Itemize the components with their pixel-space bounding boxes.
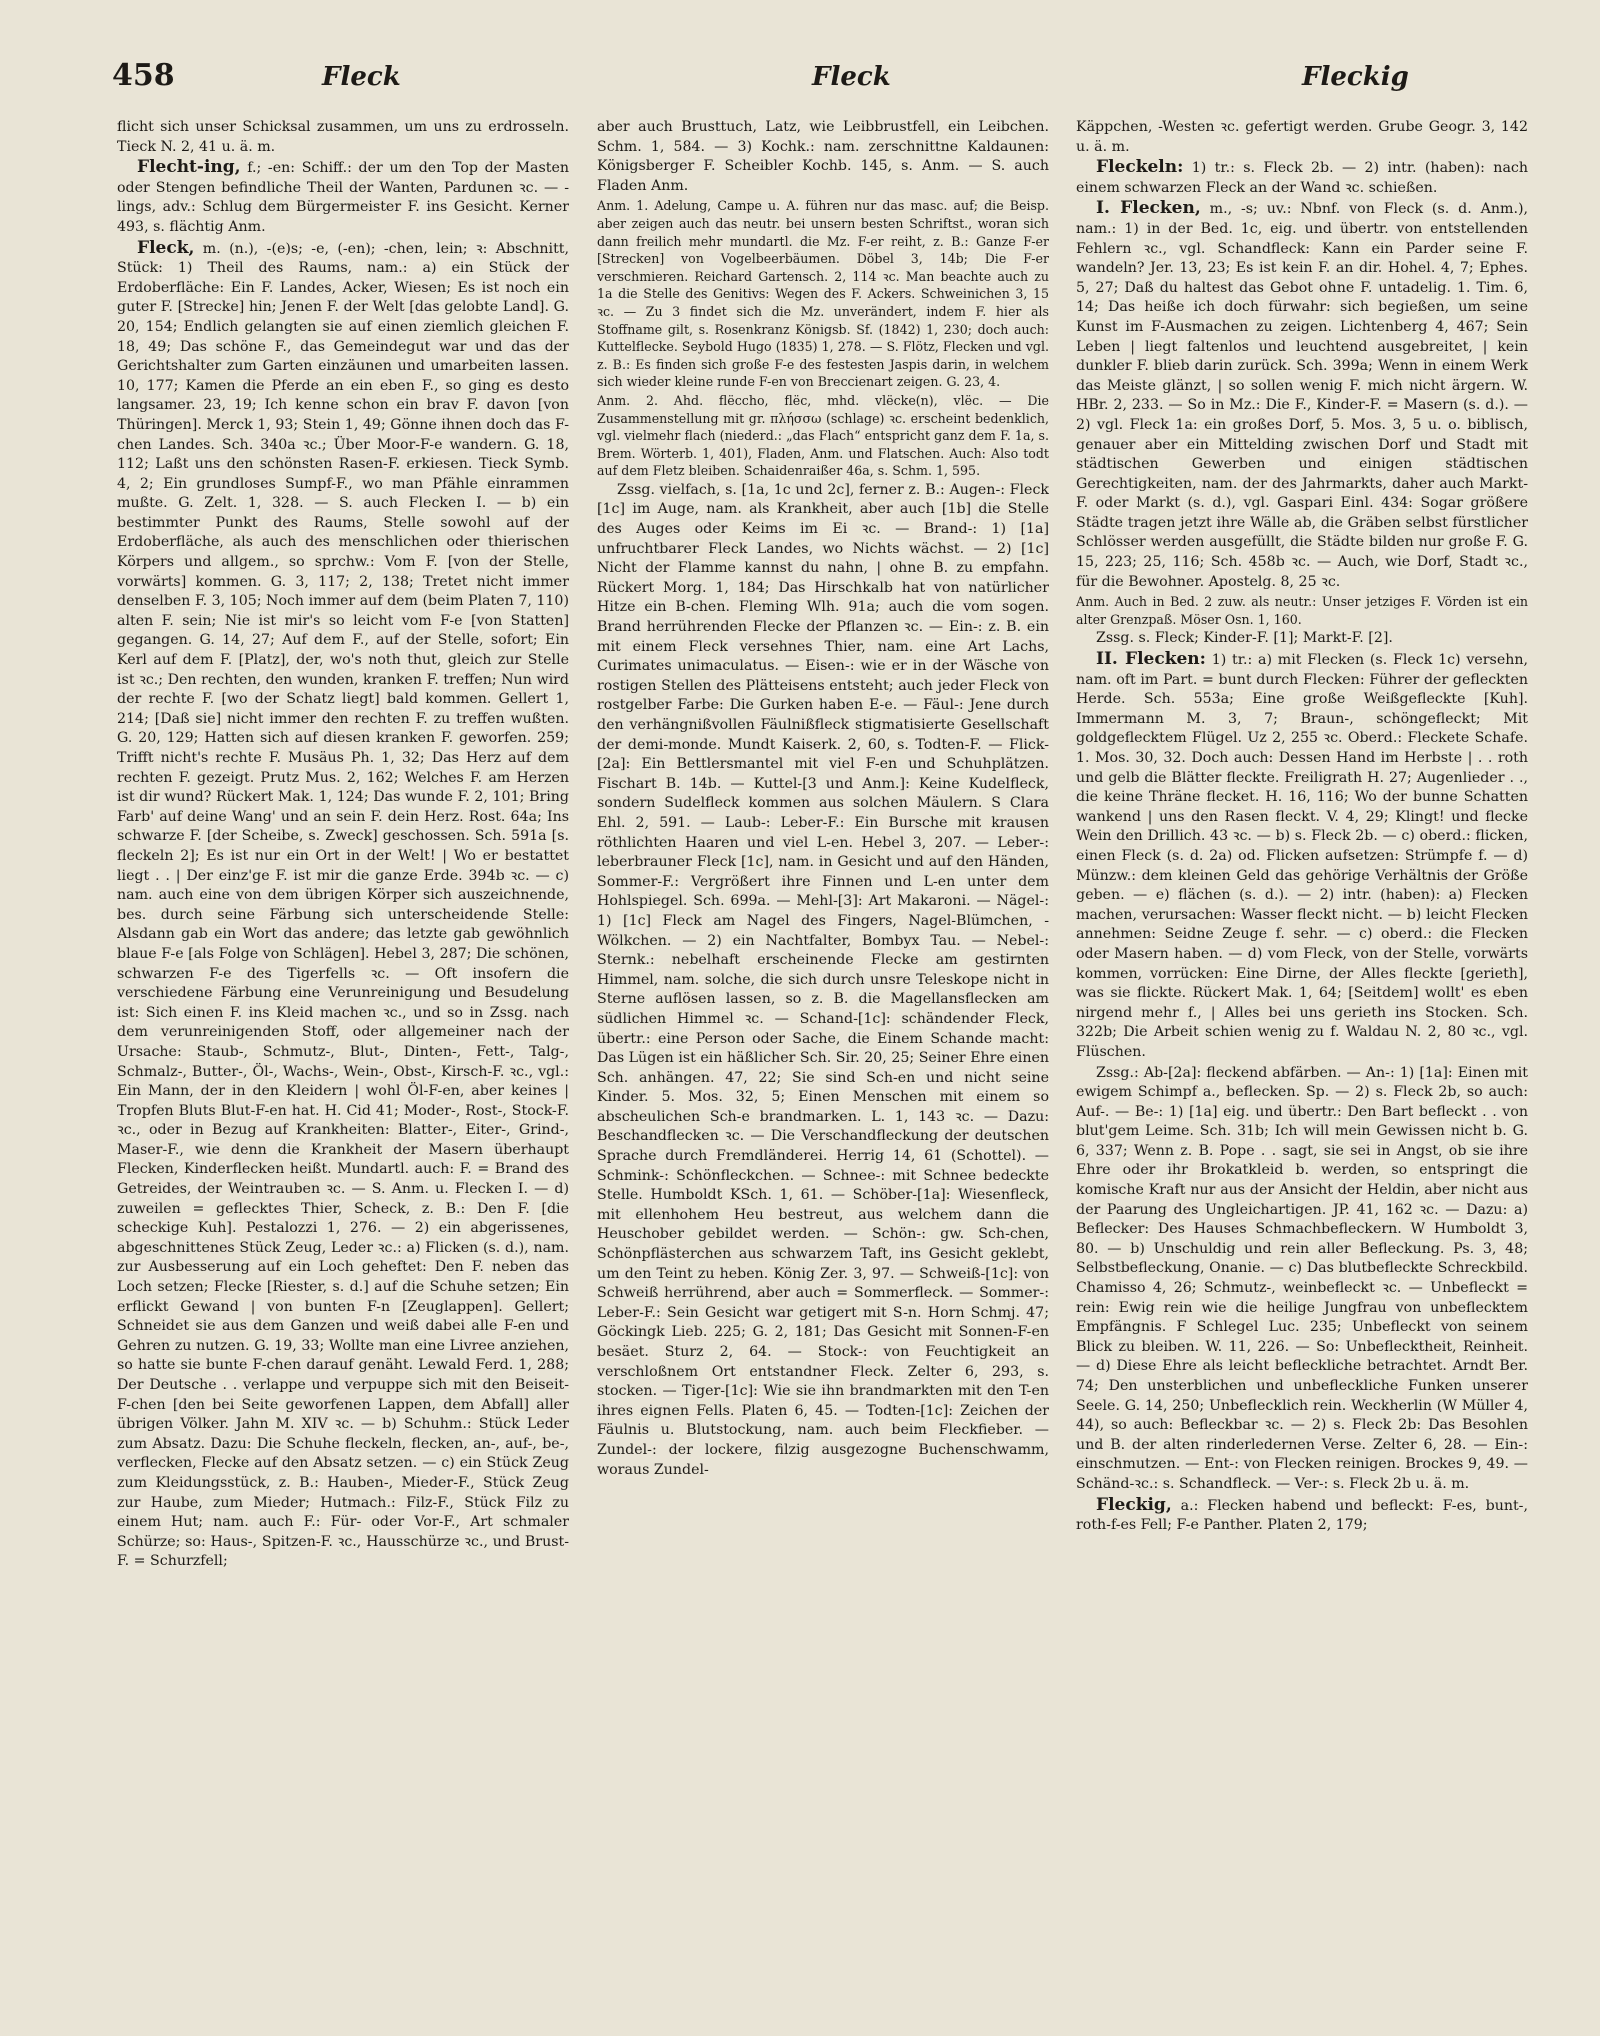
entry-paragraph [117, 118, 569, 157]
entry-paragraph [1076, 158, 1528, 198]
entry-text: 1) tr.: s. Fleck 2b. — 2) intr. (haben): nach einem schwarzen Fleck an der Wand ꝛc. schießen. [1076, 160, 1528, 196]
entry-headword: Fleck, [137, 237, 195, 258]
entry-paragraph [1076, 629, 1528, 649]
entry-paragraph [1076, 1064, 1528, 1495]
entry-paragraph [597, 481, 1049, 1480]
text-column-1 [117, 118, 569, 2018]
entry-paragraph [117, 239, 569, 1572]
entry-paragraph [1076, 118, 1528, 157]
entry-text: f.; -en: Schiff.: der um den Top der Masten oder Stengen befindliche Theil der Wanten, Pardunen ꝛc. — -lings, adv.: Schlug dem Bürgermeister F. ins Gesicht. Kerner 493, s. flächtig Anm. [117, 160, 569, 235]
entry-text: m. (n.), -(e)s; -e, (-en); -chen, lein; ꝛ: Abschnitt, Stück: 1) Theil des Raums, nam.: a) ein Stück der Erdoberfläche: Ein F. Landes, Acker, Wiesen; Es ist noch ein guter F. [Strecke] hin; Jenen F. der Welt [das gelobte Land]. G. 20, 154; Endlich gelangten sie auf einen ziemlich gleichen F. 18, 49; Das schöne F., das Gemeindegut war und das der Gerichtshalter zum Garten einzäunen und umarbeiten lassen. 10, 177; Kamen die Pferde an ein eben F., so ging es desto langsamer. 23, 19; Ich kenne schon ein brav F. davon [von Thüringen]. Merck 1, 93; Stein 1, 49; Gönne ihnen doch das F-chen Landes. Sch. 340a ꝛc.; Über Moor-F-e wandern. G. 18, 112; Laßt uns den schönsten Rasen-F. erkiesen. Tieck Symb. 4, 2; Ein grundloses Sumpf-F., wo man Pfähle einrammen mußte. G. Zelt. 1, 328. — S. auch Flecken I. — b) ein bestimmter Punkt des Raums, Stelle sowohl auf der Erdoberfläche, als auch des menschlichen oder thierischen Körpers und allgem., so sprchw.: Vom F. [von der Stelle, vorwärts] kommen. G. 3, 117; 2, 138; Tretet nicht immer denselben F. 3, 105; Noch immer auf dem (beim Platen 7, 110) alten F. sein; Nie ist mir's so leicht vom F-e [von Statten] gegangen. G. 14, 27; Auf dem F., auf der Stelle, sofort; Ein Kerl auf dem F. [Platz], der, wo's noth thut, gleich zur Stelle ist ꝛc.; Den rechten, den wunden, kranken F. treffen; Nun wird der rechte F. [wo der Schatz liegt] bald kommen. Gellert 1, 214; [Daß sie] nicht immer den rechten F. zu treffen wußten. G. 20, 129; Hatten sich auf diesen kranken F. geworfen. 259; Trifft nicht's rechte F. Musäus Ph. 1, 32; Das Herz auf dem rechten F. gezeigt. Prutz Mus. 2, 162; Welches F. am Herzen ist dir wund? Rückert Mak. 1, 124; Das wunde F. 2, 101; Bring Farb' auf deine Wang' und an sein F. dein Herz. Rost. 64a; Ins schwarze F. [der Scheibe, s. Zweck] geschossen. Sch. 591a [s. fleckeln 2]; Es ist nur ein Ort in der Welt! | Wo er bestattet liegt . . | Der einz'ge F. ist mir die ganze Erde. 394b ꝛc. — c) nam. auch eine von dem übrigen Körper sich auszeichnende, bes. durch seine Färbung sich unterscheidende Stelle: Alsdann gab ein Wort das andere; das letzte gab gewöhnlich blaue F-e [als Folge von Schlägen]. Hebel 3, 287; Die schönen, schwarzen F-e des Tigerfells ꝛc. — Oft insofern die verschiedene Färbung eine Verunreinigung und Besudelung ist: Sich einen F. ins Kleid machen ꝛc., und so in Zssg. nach dem verunreinigenden Stoff, oder allgemeiner nach der Ursache: Staub-, Schmutz-, Blut-, Dinten-, Fett-, Talg-, Schmalz-, Butter-, Öl-, Wachs-, Wein-, Obst-, Kirsch-F. ꝛc., vgl.: Ein Mann, der in den Kleidern | wohl Öl-F-en, aber keines | Tropfen Bluts Blut-F-en hat. H. Cid 41; Moder-, Rost-, Stock-F. ꝛc., oder in Bezug auf Krankheiten: Blatter-, Eiter-, Grind-, Maser-F., wie denn die Krankheit der Masern überhaupt Flecken, Kinderflecken heißt. Mundartl. auch: F. = Brand des Getreides, der Weintrauben ꝛc. — S. Anm. u. Flecken I. — d) zuweilen = geflecktes Thier, Scheck, z. B.: Den F. [die scheckige Kuh]. Pestalozzi 1, 276. — 2) ein abgerissenes, abgeschnittenes Stück Zeug, Leder ꝛc.: a) Flicken (s. d.), nam. zur Ausbesserung auf ein Loch geheftet: Den F. neben das Loch setzen; Flecke [Riester, s. d.] auf die Schuhe setzen; Ein erflickt Gewand | von bunten F-n [Zeuglappen]. Gellert; Schneidet sie aus dem Ganzen und weiß dabei alle F-en und Gehren zu nutzen. G. 19, 33; Wollte man eine Livree anziehen, so hatte sie bunte F-chen darauf genäht. Lewald Ferd. 1, 288; Der Deutsche . . verlappe und verpuppe sich mit den Beiseit-F-chen [den bei Seite geworfenen Lappen, dem Abfall] aller übrigen Völker. Jahn M. XIV ꝛc. — b) Schuhm.: Stück Leder zum Absatz. Dazu: Die Schuhe fleckeln, flecken, an-, auf-, be-, verflecken, Flecke auf den Absatz setzen. — c) ein Stück Zeug zum Kleidungsstück, z. B.: Hauben-, Mieder-F., Stück Zeug zur Haube, zum Mieder; Hutmach.: Filz-F., Stück Filz zu einem Hut; nam. auch F.: Für- oder Vor-F., Art schmaler Schürze; so: Haus-, Spitzen-F. ꝛc., Hausschürze ꝛc., und Brust-F. = Schurzfell; [117, 240, 569, 1570]
text-column-3 [1076, 118, 1528, 2018]
entry-headword: Flecht-ing, [137, 157, 241, 178]
entry-paragraph [597, 392, 1049, 480]
center-running-headword: Fleck [812, 62, 891, 92]
entry-text: Zssg.: Ab-[2a]: fleckend abfärben. — An-: 1) [1a]: Einen mit ewigem Schimpf a., beflecken. Sp. — 2) s. Fleck 2b, so auch: Auf-. — Be-: 1) [1a] eig. und übertr.: Den Bart befleckt . . von blut'gem Leime. Sch. 31b; Ich will mein Gewissen nicht b. G. 6, 337; Wenn z. B. Pope . . sagt, sie sei in Angst, ob sie ihre Ehre oder ihr Brokatkleid b. werden, so entspringt die komische Kraft nur aus der Ansicht der Heldin, aber nicht aus der Paarung des Ungleichartigen. JP. 41, 162 ꝛc. — Dazu: a) Beflecker: Des Hauses Schmachbefleckern. W Humboldt 3, 80. — b) Unschuldig und rein aller Befleckung. Ps. 3, 48; Selbstbefleckung, Onanie. — c) Das blutbefleckte Schreckbild. Chamisso 4, 26; Schmutz-, weinbefleckt ꝛc. — Unbefleckt = rein: Ewig rein wie die heilige Jungfrau von unbeflecktem Empfängnis. F Schlegel Luc. 235; Unbefleckt von seinem Blick zu bleiben. W. 11, 226. — So: Unbeflecktheit, Reinheit. — d) Diese Ehre als leicht befleckliche betrachtet. Arndt Ber. 74; Den unsterblichen und unbefleckliche Funken unserer Seele. G. 14, 250; Unbeflecklich rein. Weckherlin (W Müller 4, 44), so auch: Befleckbar ꝛc. — 2) s. Fleck 2b: Das Besohlen und B. der alten rinderledernen Verse. Zelter 6, 28. — Ein-: einschmutzen. — Ent-: von Flecken reinigen. Brockes 9, 49. — Schänd-ꝛc.: s. Schandfleck. — Ver-: s. Fleck 2b u. ä. m. [1076, 1064, 1528, 1492]
entry-headword: Fleckig, [1096, 1494, 1172, 1515]
entry-paragraph [597, 197, 1049, 391]
entry-text: aber auch Brusttuch, Latz, wie Leibbrustfell, ein Leibchen. Schm. 1, 584. — 3) Kochk.: nam. zerschnittne Kaldaunen: Königsberger F. Scheibler Kochb. 145, s. Anm. — S. auch Fladen Anm. [597, 119, 1049, 194]
page-header [112, 58, 1552, 98]
entry-text: Anm. 1. Adelung, Campe u. A. führen nur das masc. auf; die Beisp. aber zeigen auch das neutr. bei unsern besten Schriftst., woran sich dann freilich mehr mundartl. die Mz. F-er reiht, z. B.: Ganze F-er [Strecken] von Vogelbeerbäumen. Döbel 3, 14b; Die F-er verschmieren. Reichard Gartensch. 2, 114 ꝛc. Man beachte auch zu 1a die Stelle des Genitivs: Wegen des F. Ackers. Schweinichen 3, 15 ꝛc. — Zu 3 findet sich die Mz. unverändert, indem F. hier als Stoffname gilt, s. Rosenkranz Königsb. Sf. (1842) 1, 230; doch auch: Kuttelflecke. Seybold Hugo (1835) 1, 278. — S. Flötz, Flecken und vgl. z. B.: Es finden sich große F-e des festesten Jaspis darin, in welchem sich wieder kleine runde F-en von Breccienart zeigen. G. 23, 4. [597, 198, 1049, 390]
entry-headword: Fleckeln: [1096, 157, 1184, 178]
entry-paragraph [1076, 199, 1528, 592]
left-running-headword: Fleck [322, 62, 401, 92]
entry-text: Anm. Auch in Bed. 2 zuw. als neutr.: Unser jetziges F. Vörden ist ein alter Grenzpaß. Möser Osn. 1, 160. [1076, 594, 1528, 627]
entry-paragraph [1076, 593, 1528, 628]
entry-text: flicht sich unser Schicksal zusammen, um uns zu erdrosseln. Tieck N. 2, 41 u. ä. m. [117, 119, 569, 155]
entry-headword: I. Flecken, [1096, 198, 1201, 219]
entry-text: Anm. 2. Ahd. flëccho, flëc, mhd. vlëcke(n), vlëc. — Die Zusammenstellung mit gr. πλήσσω (schlage) ꝛc. erscheint bedenklich, vgl. vielmehr flach (niederd.: „das Flach“ entspricht ganz dem F. 1a, s. Brem. Wörterb. 1, 401), Fladen, Anm. und Flatschen. Auch: Also todt auf dem Fletz bleiben. Schaidenraißer 46a, s. Schm. 1, 595. [597, 392, 1049, 479]
entry-text: Zssg. vielfach, s. [1a, 1c und 2c], ferner z. B.: Augen-: Fleck [1c] im Auge, nam. als Krankheit, aber auch [1b] die Stelle des Auges oder Keims im Ei ꝛc. — Brand-: 1) [1a] unfruchtbarer Fleck Landes, wo Nichts wächst. — 2) [1c] Nicht der Flamme kannst du nahn, | ohne B. zu empfahn. Rückert Morg. 1, 184; Das Hirschkalb hat von natürlicher Hitze ein B-chen. Fleming Wlh. 91a; auch die vom sogen. Brand herrührenden Flecke der Pflanzen ꝛc. — Ein-: z. B. ein mit einem Fleck versehnes Thier, nam. eine Art Lachs, Curimates unimaculatus. — Eisen-: wie er in der Wäsche von rostigen Stellen des Plätteisens entsteht; auch jeder Fleck von rostgelber Farbe: Die Gurken haben E-e. — Fäul-: Jene durch den verhängnißvollen Fäulnißfleck stigmatisierte Gesellschaft der demi-monde. Mundt Kaiserk. 2, 60, s. Todten-F. — Flick-[2a]: Ein Bettlersmantel mit viel F-en und Schuhplätzen. Fischart B. 14b. — Kuttel-[3 und Anm.]: Keine Kudelfleck, sondern Sudelfleck kommen aus solchen Mäulern. S Clara Ehl. 2, 591. — Laub-: Leber-F.: Ein Bursche mit krausen röthlichten Haaren und viel L-en. Hebel 3, 207. — Leber-: leberbrauner Fleck [1c], nam. in Gesicht und auf den Händen, Sommer-F.: Vergrößert ihre Finnen und L-en unter dem Hohlspiegel. Sch. 699a. — Mehl-[3]: Art Makaroni. — Nägel-: 1) [1c] Fleck am Nagel des Fingers, Nagel-Blümchen, -Wölkchen. — 2) ein Nachtfalter, Bombyx Tau. — Nebel-: Sternk.: nebelhaft erscheinende Flecke am gestirnten Himmel, nam. solche, die sich durch unsre Teleskope nicht in Sterne auflösen lassen, so z. B. die Magellansflecken am südlichen Himmel ꝛc. — Schand-[1c]: schändender Fleck, übertr.: eine Person oder Sache, die Einem Schande macht: Das Lügen ist ein häßlicher Sch. Sir. 20, 25; Seiner Ehre einen Sch. anhängen. 47, 22; Sie sind Sch-en und nicht seine Kinder. 5. Mos. 32, 5; Einen Menschen mit einem so abscheulichen Sch-e brandmarken. L. 1, 143 ꝛc. — Dazu: Beschandflecken ꝛc. — Die Verschandfleckung der deutschen Sprache durch Fremdländerei. Herrig 14, 61 (Schottel). — Schmink-: Schönfleckchen. — Schnee-: mit Schnee bedeckte Stelle. Humboldt KSch. 1, 61. — Schöber-[1a]: Wiesenfleck, mit ellenhohem Heu bestreut, aus welchem dann die Heuschober gebildet werden. — Schön-: gw. Sch-chen, Schönpflästerchen aus schwarzem Taft, ins Gesicht geklebt, um den Teint zu heben. König Zer. 3, 97. — Schweiß-[1c]: von Schweiß herrührend, aber auch = Sommerfleck. — Sommer-: Leber-F.: Sein Gesicht war getigert mit S-n. Horn Schmj. 47; Göckingk Lieb. 225; G. 2, 181; Das Gesicht mit Sonnen-F-en besäet. Sturz 2, 64. — Stock-: von Feuchtigkeit an verschloßnem Ort entstandner Fleck. Zelter 6, 293, s. stocken. — Tiger-[1c]: Wie sie ihn brandmarkten mit den T-en ihres eignen Fells. Platen 6, 45. — Todten-[1c]: Zeichen der Fäulnis u. Blutstockung, nam. auch beim Fleckfieber. — Zundel-: der lockere, filzig ausgezogne Buchenschwamm, woraus Zundel- [597, 481, 1049, 1478]
entry-paragraph [1076, 1496, 1528, 1536]
entry-paragraph [117, 158, 569, 237]
entry-paragraph [597, 118, 1049, 196]
text-column-2 [597, 118, 1049, 2018]
page-number: 458 [112, 58, 175, 93]
entry-text: m., -s; uv.: Nbnf. von Fleck (s. d. Anm.), nam.: 1) in der Bed. 1c, eig. und übertr. von entstellenden Fehlern ꝛc., vgl. Schandfleck: Kann ein Parder seine F. wandeln? Jer. 13, 23; Es ist kein F. an dir. Hohel. 4, 7; Ephes. 5, 27; Daß du haltest das Gebot ohne F. untadelig. 1. Tim. 6, 14; Das heiße ich doch fürwahr: sich begießen, um seine Kunst im F-Ausmachen zu zeigen. Lichtenberg 4, 467; Sein Leben | liegt faltenlos und leuchtend ausgebreitet, | kein dunkler F. blieb darin zurück. Sch. 399a; Wenn in einem Werk das Meiste glänzt, | so sollen wenig F. mich nicht ärgern. W. HBr. 2, 233. — So in Mz.: Die F., Kinder-F. = Masern (s. d.). — 2) vgl. Fleck 1a: ein großes Dorf, 5. Mos. 3, 5 u. o. biblisch, genauer aber ein Mittelding zwischen Dorf und Stadt mit städtischen Gewerben und einigen städtischen Gerechtigkeiten, nam. der des Jahrmarkts, daher auch Markt-F. oder Markt (s. d.), vgl. Gaspari Einl. 434: Sogar größere Städte tragen jetzt ihre Wälle ab, die Gräben selbst fürstlicher Schlösser werden ausgefüllt, die Städte bilden nur große F. G. 15, 223; 25, 116; Sch. 458b ꝛc. — Auch, wie Dorf, Stadt ꝛc., für die Bewohner. Apostelg. 8, 25 ꝛc. [1076, 201, 1528, 590]
entry-text: Käppchen, -Westen ꝛc. gefertigt werden. Grube Geogr. 3, 142 u. ä. m. [1076, 119, 1528, 155]
entry-text: a.: Flecken habend und befleckt: F-es, bunt-, roth-f-es Fell; F-e Panther. Platen 2, 179; [1076, 1497, 1528, 1534]
entry-text: Zssg. s. Fleck; Kinder-F. [1]; Markt-F. [2]. [1096, 630, 1393, 647]
right-running-headword: Fleckig [1302, 62, 1409, 92]
entry-paragraph [1076, 650, 1528, 1062]
entry-headword: II. Flecken: [1096, 649, 1206, 670]
entry-text: 1) tr.: a) mit Flecken (s. Fleck 1c) versehn, nam. oft im Part. = bunt durch Flecken: Führer der gefleckten Herde. Sch. 553a; Eine große Weißgefleckte [Kuh]. Immermann M. 3, 7; Braun-, schöngefleckt; Mit goldgeflecktem Flügel. Uz 2, 255 ꝛc. Oberd.: Fleckete Schafe. 1. Mos. 30, 32. Doch auch: Dessen Hand im Herbste | . . roth und gelb die Blätter fleckte. Freiligrath H. 27; Augenlieder . ., die keine Thräne flecket. H. 16, 116; Wo der bunne Schatten wankend | uns den Rasen fleckt. V. 4, 29; Klingt! und flecke Wein den Drillich. 43 ꝛc. — b) s. Fleck 2b. — c) oberd.: flicken, einen Fleck (s. d. 2a) od. Flicken aufsetzen: Strümpfe f. — d) Münzw.: dem kleinen Geld das gehörige Verhältnis der Größe geben. — e) flächen (s. d.). — 2) intr. (haben): a) Flecken machen, verursachen: Wasser fleckt nicht. — b) leicht Flecken annehmen: Seidne Zeuge f. sehr. — c) oberd.: die Flecken oder Masern haben. — d) vom Fleck, von der Stelle, vorwärts kommen, vorrücken: Eine Dirne, der Alles fleckte [gerieth], was sie flickte. Rückert Mak. 1, 64; [Seitdem] wollt' es eben nirgend mehr f., | Alles bei uns gerieth ins Stocken. Sch. 322b; Die Arbeit schien wenig zu f. Waldau N. 2, 80 ꝛc., vgl. Flüschen. [1076, 652, 1528, 1060]
